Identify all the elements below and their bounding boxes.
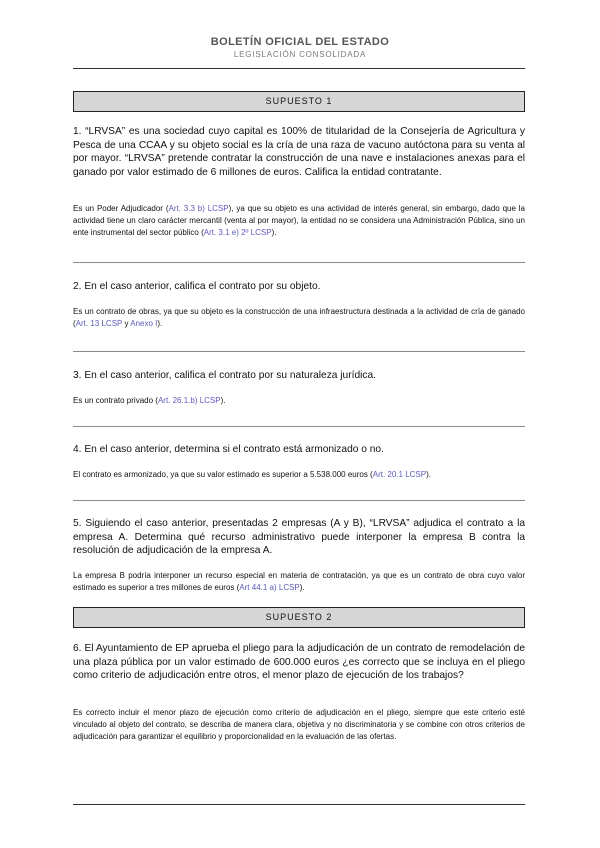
answer-4 <box>73 469 525 481</box>
question-3: 3. En el caso anterior, califica el contrato por su naturaleza jurídica. <box>73 370 376 381</box>
answer-1-text-b: ), ya que su objeto es una actividad de interés general, sin embargo, dado que la actividad tiene un claro carácter mercantil (venta al por mayor), la entidad no se considera una Administración Pública, sino un ente instrumental del sector público ( <box>73 204 525 237</box>
question-1: 1. “LRVSA” es una sociedad cuyo capital es 100% de titularidad de la Consejería de Agricultura y Pesca de una CCAA y su objeto social es la cría de una raza de vacuno autóctona para su venta al por mayor. “LRVSA” pretende contratar la construcción de una nave e instalaciones anexas para el ganado por valor estimado de 6 millones de euros. Califica la entidad contratante. <box>73 126 525 178</box>
answer-2-text-c: ). <box>157 319 163 328</box>
answer-1-text-c: ). <box>271 228 277 237</box>
journal-title: BOLETÍN OFICIAL DEL ESTADO <box>210 36 390 48</box>
question-divider <box>73 262 525 263</box>
question-divider <box>73 426 525 427</box>
answer-5-text-b: ). <box>299 583 305 592</box>
answer-4-text-b: ). <box>426 470 431 479</box>
section-box-supuesto-1: SUPUESTO 1 <box>73 91 525 112</box>
legal-reference-link[interactable]: Art. 3.3 b) LCSP <box>168 204 229 213</box>
answer-2 <box>73 306 525 330</box>
answer-1 <box>73 203 525 239</box>
legal-reference-link[interactable]: Art. 20.1 LCSP <box>372 470 427 479</box>
legal-reference-link[interactable]: Art. 3.1 e) 2º LCSP <box>203 228 272 237</box>
legal-reference-link[interactable]: Art. 26.1.b) LCSP <box>157 396 221 405</box>
journal-subtitle: LEGISLACIÓN CONSOLIDADA <box>233 50 367 59</box>
question-6: 6. El Ayuntamiento de EP aprueba el pliego para la adjudicación de un contrato de remodelación de una plaza pública por un valor estimado de 600.000 euros ¿es correcto que se incluya en el pliego como criterio de adjudicación entre otros, el menor plazo de ejecución de los trabajos? <box>73 643 525 681</box>
answer-3-text-a: Es un contrato privado ( <box>73 396 158 405</box>
question-4: 4. En el caso anterior, determina si el contrato está armonizado o no. <box>73 444 384 455</box>
header-divider <box>73 68 525 69</box>
legal-reference-link[interactable]: Anexo I <box>130 319 158 328</box>
answer-5-text-a: La empresa B podría interponer un recurso especial en materia de contratación, ya que es un contrato de obra cuyo valor estimado es superior a tres millones de euros ( <box>73 571 525 592</box>
answer-3-text-b: ). <box>220 396 226 405</box>
section-box-supuesto-2: SUPUESTO 2 <box>73 607 525 628</box>
document-header <box>0 36 600 59</box>
answer-2-text-b: y <box>122 319 131 328</box>
answer-4-text-a: El contrato es armonizado, ya que su valor estimado es superior a 5.538.000 euros ( <box>73 470 373 479</box>
legal-reference-link[interactable]: Art. 13 LCSP <box>75 319 123 328</box>
answer-6: Es correcto incluir el menor plazo de ejecución como criterio de adjudicación en el pliego, siempre que este criterio esté vinculado al objeto del contrato, se describa de manera clara, objetiva y no discriminatoria y se combine con otros criterios de adjudicación para garantizar el equilibrio y proporcionalidad en la evaluación de las ofertas. <box>73 708 525 741</box>
question-2: 2. En el caso anterior, califica el contrato por su objeto. <box>73 281 321 292</box>
answer-3 <box>73 395 525 407</box>
footer-divider <box>73 804 525 805</box>
answer-5 <box>73 570 525 594</box>
question-5: 5. Siguiendo el caso anterior, presentadas 2 empresas (A y B), “LRVSA” adjudica el contrato a la empresa A. Determina qué recurso administrativo puede interponer la empresa B contra la resolución de adjudicación de la empresa A. <box>73 518 525 556</box>
legal-reference-link[interactable]: Art 44.1 a) LCSP <box>239 583 300 592</box>
answer-2-text-a: Es un contrato de obras, ya que su objeto es la construcción de una infraestructura destinada a la actividad de cría de ganado ( <box>73 307 525 328</box>
answer-1-text-a: Es un Poder Adjudicador ( <box>73 204 169 213</box>
question-divider <box>73 351 525 352</box>
question-divider <box>73 500 525 501</box>
